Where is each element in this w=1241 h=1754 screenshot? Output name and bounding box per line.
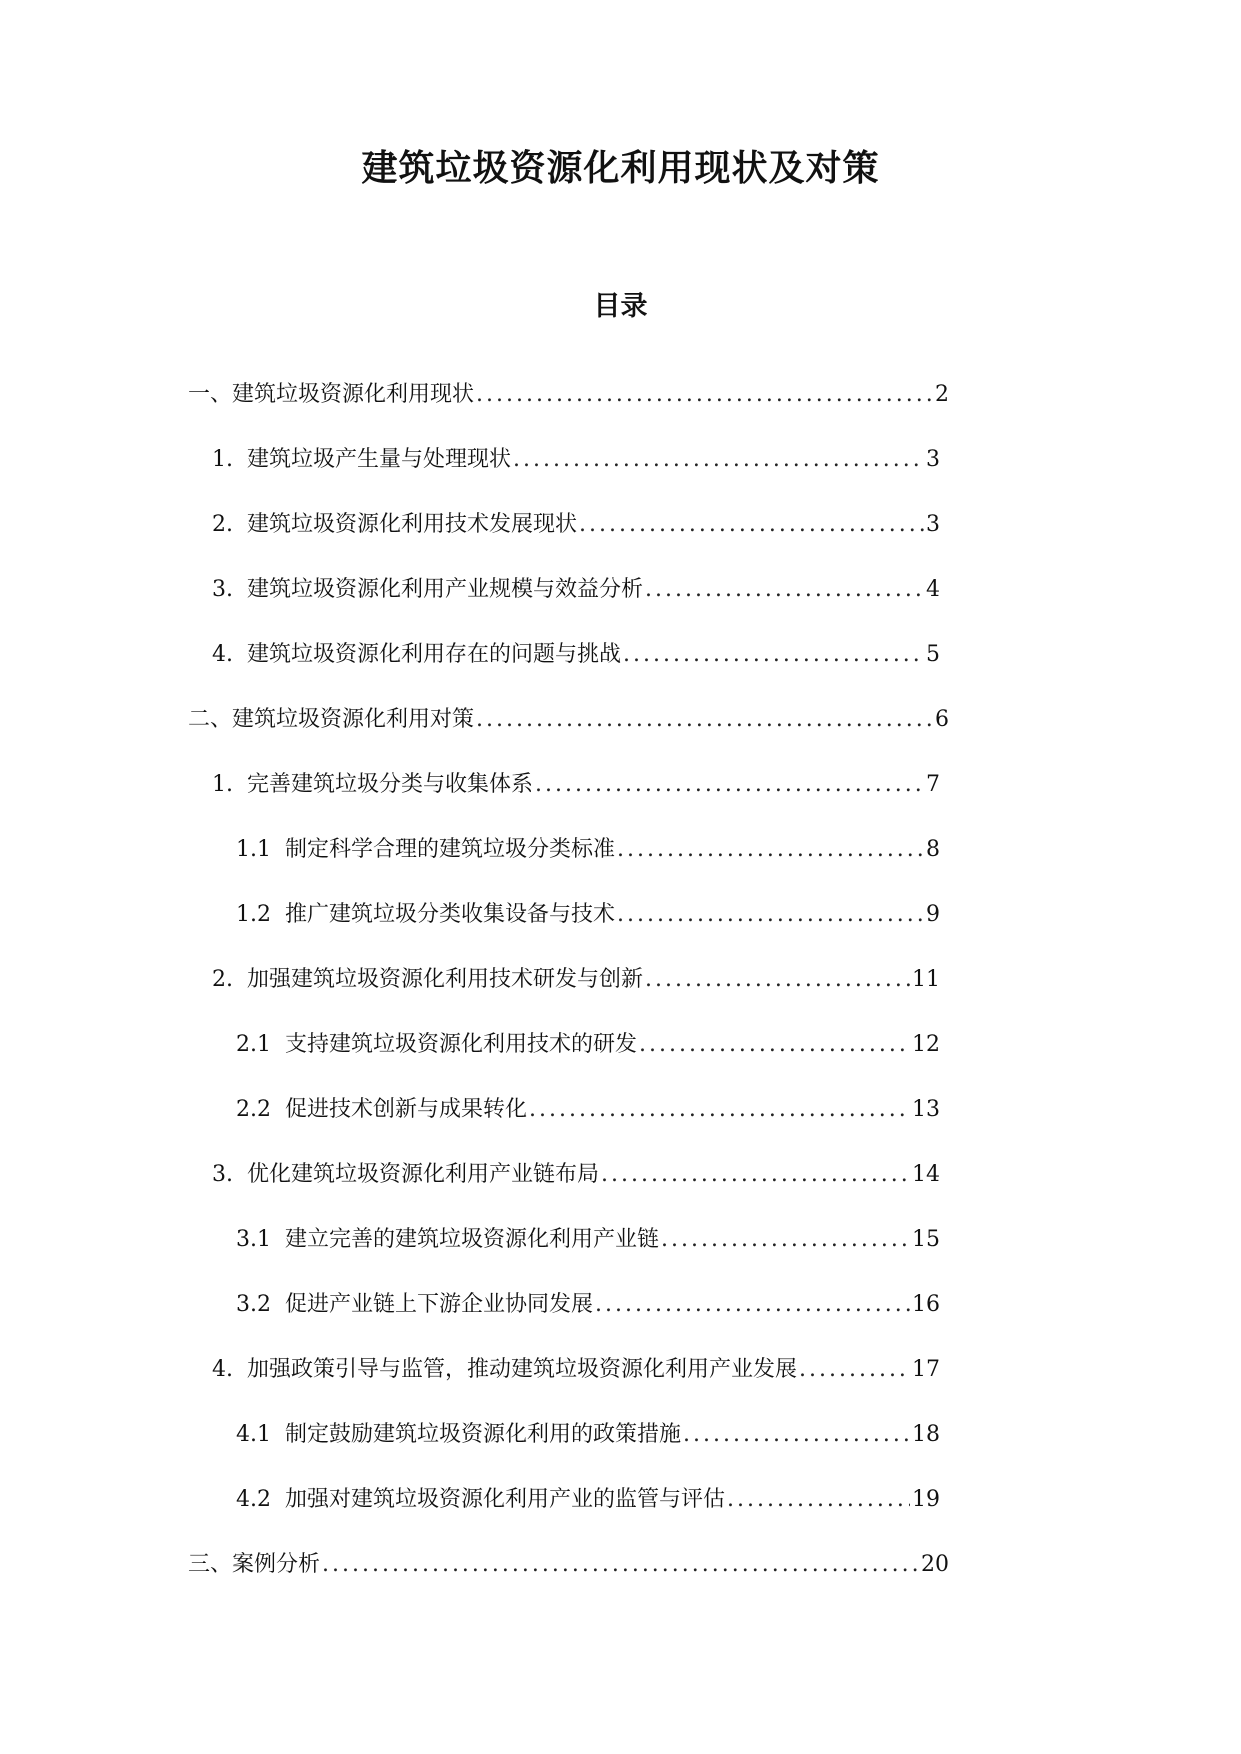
toc-entry[interactable] [0, 1550, 1241, 1615]
toc-entry-line [236, 900, 941, 930]
toc-entry[interactable] [0, 705, 1241, 770]
toc-entry-page-number: 6 [935, 707, 949, 732]
toc-dot-leader [645, 965, 910, 995]
toc-entry-number: 2. [212, 512, 247, 537]
toc-entry[interactable] [0, 575, 1241, 640]
toc-entry[interactable] [0, 1225, 1241, 1290]
toc-dot-leader [476, 705, 933, 735]
toc-entry-number: 三、 [188, 1552, 233, 1577]
toc-entry-line [212, 575, 941, 605]
toc-entry[interactable] [0, 510, 1241, 575]
toc-entry[interactable] [0, 1355, 1241, 1420]
toc-entry-page-number: 14 [912, 1162, 940, 1187]
toc-entry-title[interactable]: 建立完善的建筑垃圾资源化利用产业链 [284, 1227, 659, 1252]
toc-entry-title[interactable]: 建筑垃圾资源化利用技术发展现状 [246, 512, 577, 537]
toc-entry-line [188, 380, 950, 410]
toc-entry-page-number: 8 [926, 837, 940, 862]
toc-entry-page-number: 11 [912, 967, 940, 992]
toc-dot-leader [617, 900, 924, 930]
toc-dot-leader [322, 1550, 919, 1580]
toc-entry-number: 3. [212, 577, 247, 602]
toc-entry-line [236, 835, 941, 865]
toc-entry-number: 2.1 [236, 1032, 285, 1057]
toc-entry-title[interactable]: 优化建筑垃圾资源化利用产业链布局 [246, 1162, 599, 1187]
toc-entry-title[interactable]: 促进技术创新与成果转化 [284, 1097, 527, 1122]
toc-entry-page-number: 20 [921, 1552, 949, 1577]
toc-entry-title[interactable]: 推广建筑垃圾分类收集设备与技术 [284, 902, 615, 927]
toc-entry[interactable] [0, 900, 1241, 965]
toc-entry[interactable] [0, 640, 1241, 705]
toc-entry-number: 1.2 [236, 902, 285, 927]
toc-entry-line [212, 770, 941, 800]
toc-dot-leader [683, 1420, 910, 1450]
toc-entry-page-number: 16 [912, 1292, 940, 1317]
toc-entry-number: 4.2 [236, 1487, 285, 1512]
toc-entry-page-number: 5 [926, 642, 940, 667]
toc-entry-page-number: 7 [926, 772, 940, 797]
toc-dot-leader [727, 1485, 910, 1515]
toc-entry-number: 2.2 [236, 1097, 285, 1122]
toc-entry-number: 4. [212, 642, 247, 667]
toc-entry-page-number: 4 [926, 577, 940, 602]
toc-entry-title[interactable]: 支持建筑垃圾资源化利用技术的研发 [284, 1032, 637, 1057]
toc-entry-title[interactable]: 案例分析 [232, 1552, 321, 1577]
toc-entry-number: 4. [212, 1357, 247, 1382]
toc-entry-title[interactable]: 建筑垃圾资源化利用对策 [232, 707, 475, 732]
toc-dot-leader [601, 1160, 910, 1190]
toc-dot-leader [595, 1290, 910, 1320]
toc-entry[interactable] [0, 445, 1241, 510]
toc-entry[interactable] [0, 1420, 1241, 1485]
toc-entry-number: 3.1 [236, 1227, 285, 1252]
toc-entry[interactable] [0, 835, 1241, 900]
toc-dot-leader [579, 510, 924, 540]
toc-entry-title[interactable]: 制定鼓励建筑垃圾资源化利用的政策措施 [284, 1422, 681, 1447]
toc-entry-line [236, 1030, 941, 1060]
toc-entry-number: 3.2 [236, 1292, 285, 1317]
toc-entry-title[interactable]: 建筑垃圾资源化利用产业规模与效益分析 [246, 577, 643, 602]
toc-entry-line [212, 445, 941, 475]
toc-entry-title[interactable]: 加强政策引导与监管，推动建筑垃圾资源化利用产业发展 [246, 1357, 797, 1382]
toc-dot-leader [623, 640, 924, 670]
toc-dot-leader [617, 835, 924, 865]
toc-entry-line [236, 1225, 941, 1255]
toc-entry-page-number: 18 [912, 1422, 940, 1447]
toc-entry-title[interactable]: 促进产业链上下游企业协同发展 [284, 1292, 593, 1317]
toc-entry-line [188, 705, 950, 735]
toc-dot-leader [529, 1095, 910, 1125]
toc-dot-leader [513, 445, 924, 475]
toc-entry-page-number: 2 [935, 382, 949, 407]
toc-entry-line [188, 1550, 950, 1580]
toc-entry-title[interactable]: 制定科学合理的建筑垃圾分类标准 [284, 837, 615, 862]
toc-entry-line [212, 965, 941, 995]
toc-entry-page-number: 13 [912, 1097, 940, 1122]
toc-entry-page-number: 9 [926, 902, 940, 927]
toc-entry[interactable] [0, 965, 1241, 1030]
toc-entry-number: 3. [212, 1162, 247, 1187]
toc-entry[interactable] [0, 1095, 1241, 1160]
toc-entry-title[interactable]: 建筑垃圾资源化利用现状 [232, 382, 475, 407]
toc-entry[interactable] [0, 1160, 1241, 1225]
toc-entry-page-number: 12 [912, 1032, 940, 1057]
toc-entry-title[interactable]: 加强对建筑垃圾资源化利用产业的监管与评估 [284, 1487, 725, 1512]
toc-entry-number: 二、 [188, 707, 233, 732]
toc-entry-page-number: 3 [926, 447, 940, 472]
toc-entry-line [236, 1095, 941, 1125]
toc-dot-leader [799, 1355, 910, 1385]
toc-entry[interactable] [0, 1030, 1241, 1095]
toc-entry[interactable] [0, 1290, 1241, 1355]
toc-entry-number: 4.1 [236, 1422, 285, 1447]
toc-entry-line [212, 640, 941, 670]
toc-entry-line [236, 1485, 941, 1515]
toc-entry-page-number: 3 [926, 512, 940, 537]
toc-heading: 目录 [593, 291, 648, 322]
table-of-contents [0, 380, 1241, 1615]
toc-entry-line [212, 1355, 941, 1385]
toc-entry-number: 2. [212, 967, 247, 992]
toc-dot-leader [639, 1030, 910, 1060]
toc-entry-title[interactable]: 加强建筑垃圾资源化利用技术研发与创新 [246, 967, 643, 992]
toc-entry-number: 1. [212, 772, 247, 797]
document-title: 建筑垃圾资源化利用现状及对策 [361, 147, 880, 189]
toc-entry-number: 1. [212, 447, 247, 472]
toc-entry-number: 1.1 [236, 837, 285, 862]
toc-entry-number: 一、 [188, 382, 233, 407]
toc-entry-line [212, 1160, 941, 1190]
toc-entry-title[interactable]: 建筑垃圾产生量与处理现状 [246, 447, 511, 472]
toc-entry[interactable] [0, 1485, 1241, 1550]
toc-entry-page-number: 17 [912, 1357, 940, 1382]
toc-entry[interactable] [0, 380, 1241, 445]
toc-entry-line [236, 1290, 941, 1320]
toc-entry-page-number: 19 [912, 1487, 940, 1512]
toc-entry-title[interactable]: 建筑垃圾资源化利用存在的问题与挑战 [246, 642, 621, 667]
toc-dot-leader [661, 1225, 910, 1255]
toc-entry-page-number: 15 [912, 1227, 940, 1252]
toc-dot-leader [535, 770, 924, 800]
toc-entry-line [212, 510, 941, 540]
toc-entry[interactable] [0, 770, 1241, 835]
toc-dot-leader [645, 575, 924, 605]
toc-entry-line [236, 1420, 941, 1450]
toc-dot-leader [476, 380, 933, 410]
toc-entry-title[interactable]: 完善建筑垃圾分类与收集体系 [246, 772, 533, 797]
